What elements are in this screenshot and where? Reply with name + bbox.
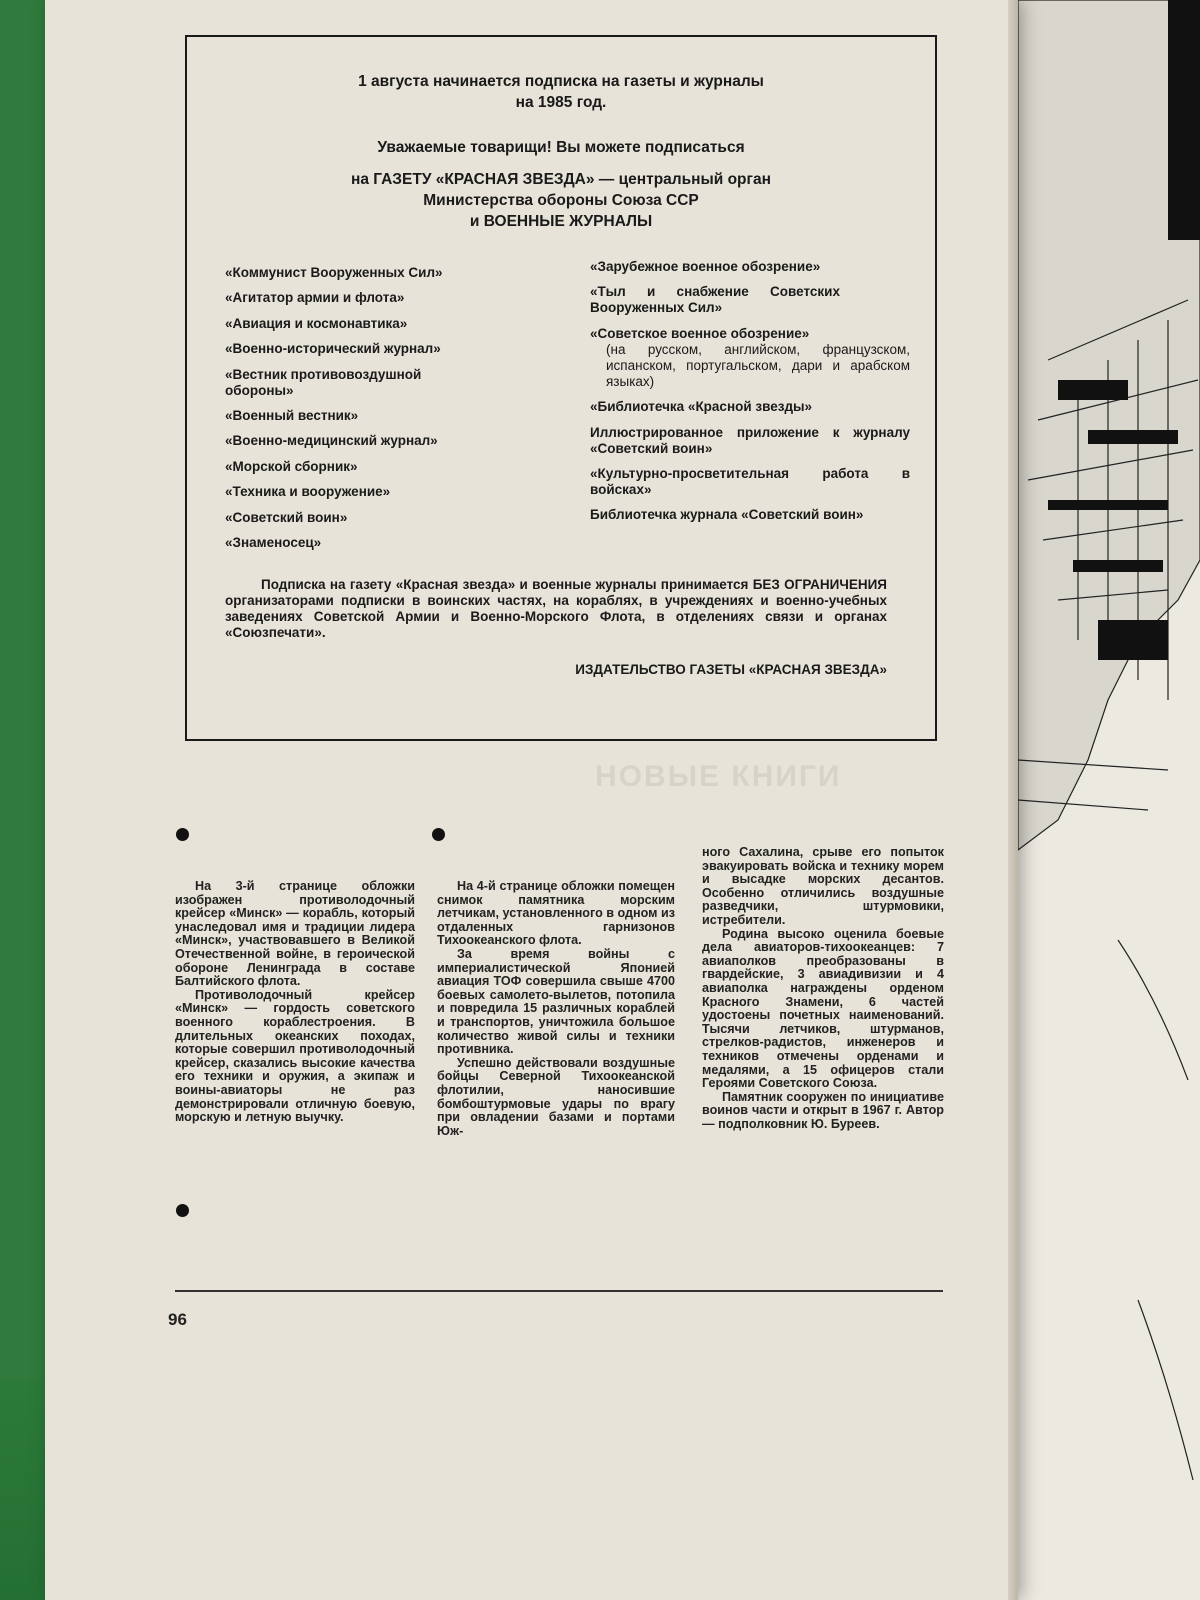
list-item: «Военно-медицинский журнал» (225, 433, 438, 449)
article-column-1 (175, 880, 415, 1125)
ad-headline-line2: на 1985 год. (515, 94, 607, 111)
ad-headline-line1: 1 августа начинается подписка на газеты и журналы (358, 73, 764, 90)
subscription-notice: Подписка на газету «Красная звезда» и военные журналы принимается БЕЗ ОГРАНИЧЕНИЯ организаторами подписки в воинских частях, на кораблях, в учреждениях и военно-учебных заведениях Советской Армии и Военно-Морского Флота, в отделениях связи и органах «Союзпечати». (225, 577, 887, 640)
bullet-icon (176, 828, 189, 841)
list-item: «Авиация и космонавтика» (225, 315, 408, 331)
bullet-icon (432, 828, 445, 841)
list-item: «Коммунист Вооруженных Сил» (225, 265, 443, 280)
list-item: «Морской сборник» (225, 458, 358, 474)
subscription-ad-box (185, 35, 937, 741)
ad-subtitle-line1: на ГАЗЕТУ «КРАСНАЯ ЗВЕЗДА» — центральный орган (351, 171, 771, 188)
list-item: «Техника и вооружение» (225, 484, 391, 500)
list-item: «Культурно-просветительная работа в войсках» (590, 465, 910, 497)
journal-list-right (590, 259, 910, 533)
list-item: «Тыл и снабжение Советских Вооруженных Сил» (590, 284, 840, 316)
paragraph: ного Сахалина, срыве его попыток эвакуировать войска и технику морем и высадке морских десантов. Особенно отличились воздушные разведчики, штурмовики, истребители. (702, 845, 944, 927)
paragraph: Противолодочный крейсер «Минск» — гордость советского военного кораблестроения. В длительных океанских походах, которые совершил противолодочный крейсер, сказались высокие качества его техники и оружия, а экипаж и воины-авиаторы не раз демонстрировали отличную боевую, морскую и летную выучку. (175, 987, 415, 1125)
ad-subtitle-line3: и ВОЕННЫЕ ЖУРНАЛЫ (469, 213, 653, 230)
ad-headline (227, 71, 895, 113)
list-item-note: (на русском, английском, французском, испанском, португальском, дари и арабском языках) (606, 341, 910, 389)
paragraph: Памятник сооружен по инициативе воинов части и открыт в 1967 г. Автор — подполковник Ю. Буреев. (702, 1089, 944, 1131)
ship-illustration (1018, 0, 1200, 1600)
list-item: Иллюстрированное приложение к журналу «Советский воин» (590, 424, 910, 456)
list-item: «Знаменосец» (225, 534, 322, 550)
journal-list-left (225, 265, 555, 560)
list-item: «Агитатор армии и флота» (225, 290, 405, 306)
list-item: «Вестник противовоздушной обороны» (225, 366, 422, 398)
list-item: «Советский воин» (225, 509, 348, 525)
footer-rule (175, 1290, 943, 1292)
paragraph: За время войны с империалистической Японией авиация ТОФ совершила свыше 4700 боевых самолето-вылетов, потопила и повредила 15 различных кораблей и транспортов, уничтожила большое количество живой силы и техники противника. (437, 946, 675, 1057)
page-number: 96 (168, 1310, 187, 1329)
page-gutter (1008, 0, 1018, 1600)
ad-subtitle-line2: Министерства обороны Союза ССР (423, 192, 699, 209)
list-item: «Советское военное обозрение» (590, 325, 810, 341)
bullet-icon (176, 1204, 189, 1217)
ad-greeting: Уважаемые товарищи! Вы можете подписаться (377, 139, 745, 156)
paragraph: На 3-й странице обложки изображен противолодочный крейсер «Минск» — корабль, который унаследовал имя и традиции лидера «Минск», участвовавшего в Великой Отечественной войне, в героической обороне Ленинграда в составе Балтийского флота. (175, 879, 415, 989)
publisher-signature: ИЗДАТЕЛЬСТВО ГАЗЕТЫ «КРАСНАЯ ЗВЕЗДА» (575, 662, 887, 677)
paragraph: Успешно действовали воздушные бойцы Северной Тихоокеанской флотилии, наносившие бомбоштурмовые удары по врагу при овладении базами и портами Юж- (437, 1055, 675, 1138)
list-item: «Военно-исторический журнал» (225, 341, 441, 357)
article-column-2 (437, 880, 675, 1138)
paragraph: На 4-й странице обложки помещен снимок памятника морским летчикам, установленного в одном из отдаленных гарнизонов Тихоокеанского флота. (437, 879, 675, 948)
ad-subtitle (227, 169, 895, 232)
article-column-3 (702, 846, 944, 1131)
show-through-heading: НОВЫЕ КНИГИ (595, 760, 842, 793)
list-item: «Библиотечка «Красной звезды» (590, 399, 813, 415)
list-item: «Военный вестник» (225, 407, 359, 423)
facing-page (1018, 0, 1200, 1600)
list-item: Библиотечка журнала «Советский воин» (590, 507, 864, 523)
paragraph: Родина высоко оценила боевые дела авиаторов-тихоокеанцев: 7 авиаполков преобразованы в гвардейские, 3 авиадивизии и 4 авиаполка награждены орденом Красного Знамени, 6 частей удостоены почетных наименований. Тысячи летчиков, штурманов, стрелков-радистов, инженеров и техников отмечены орденами и медалями, а 15 офицеров стали Героями Советского Союза. (702, 926, 944, 1091)
list-item: «Зарубежное военное обозрение» (590, 259, 821, 274)
